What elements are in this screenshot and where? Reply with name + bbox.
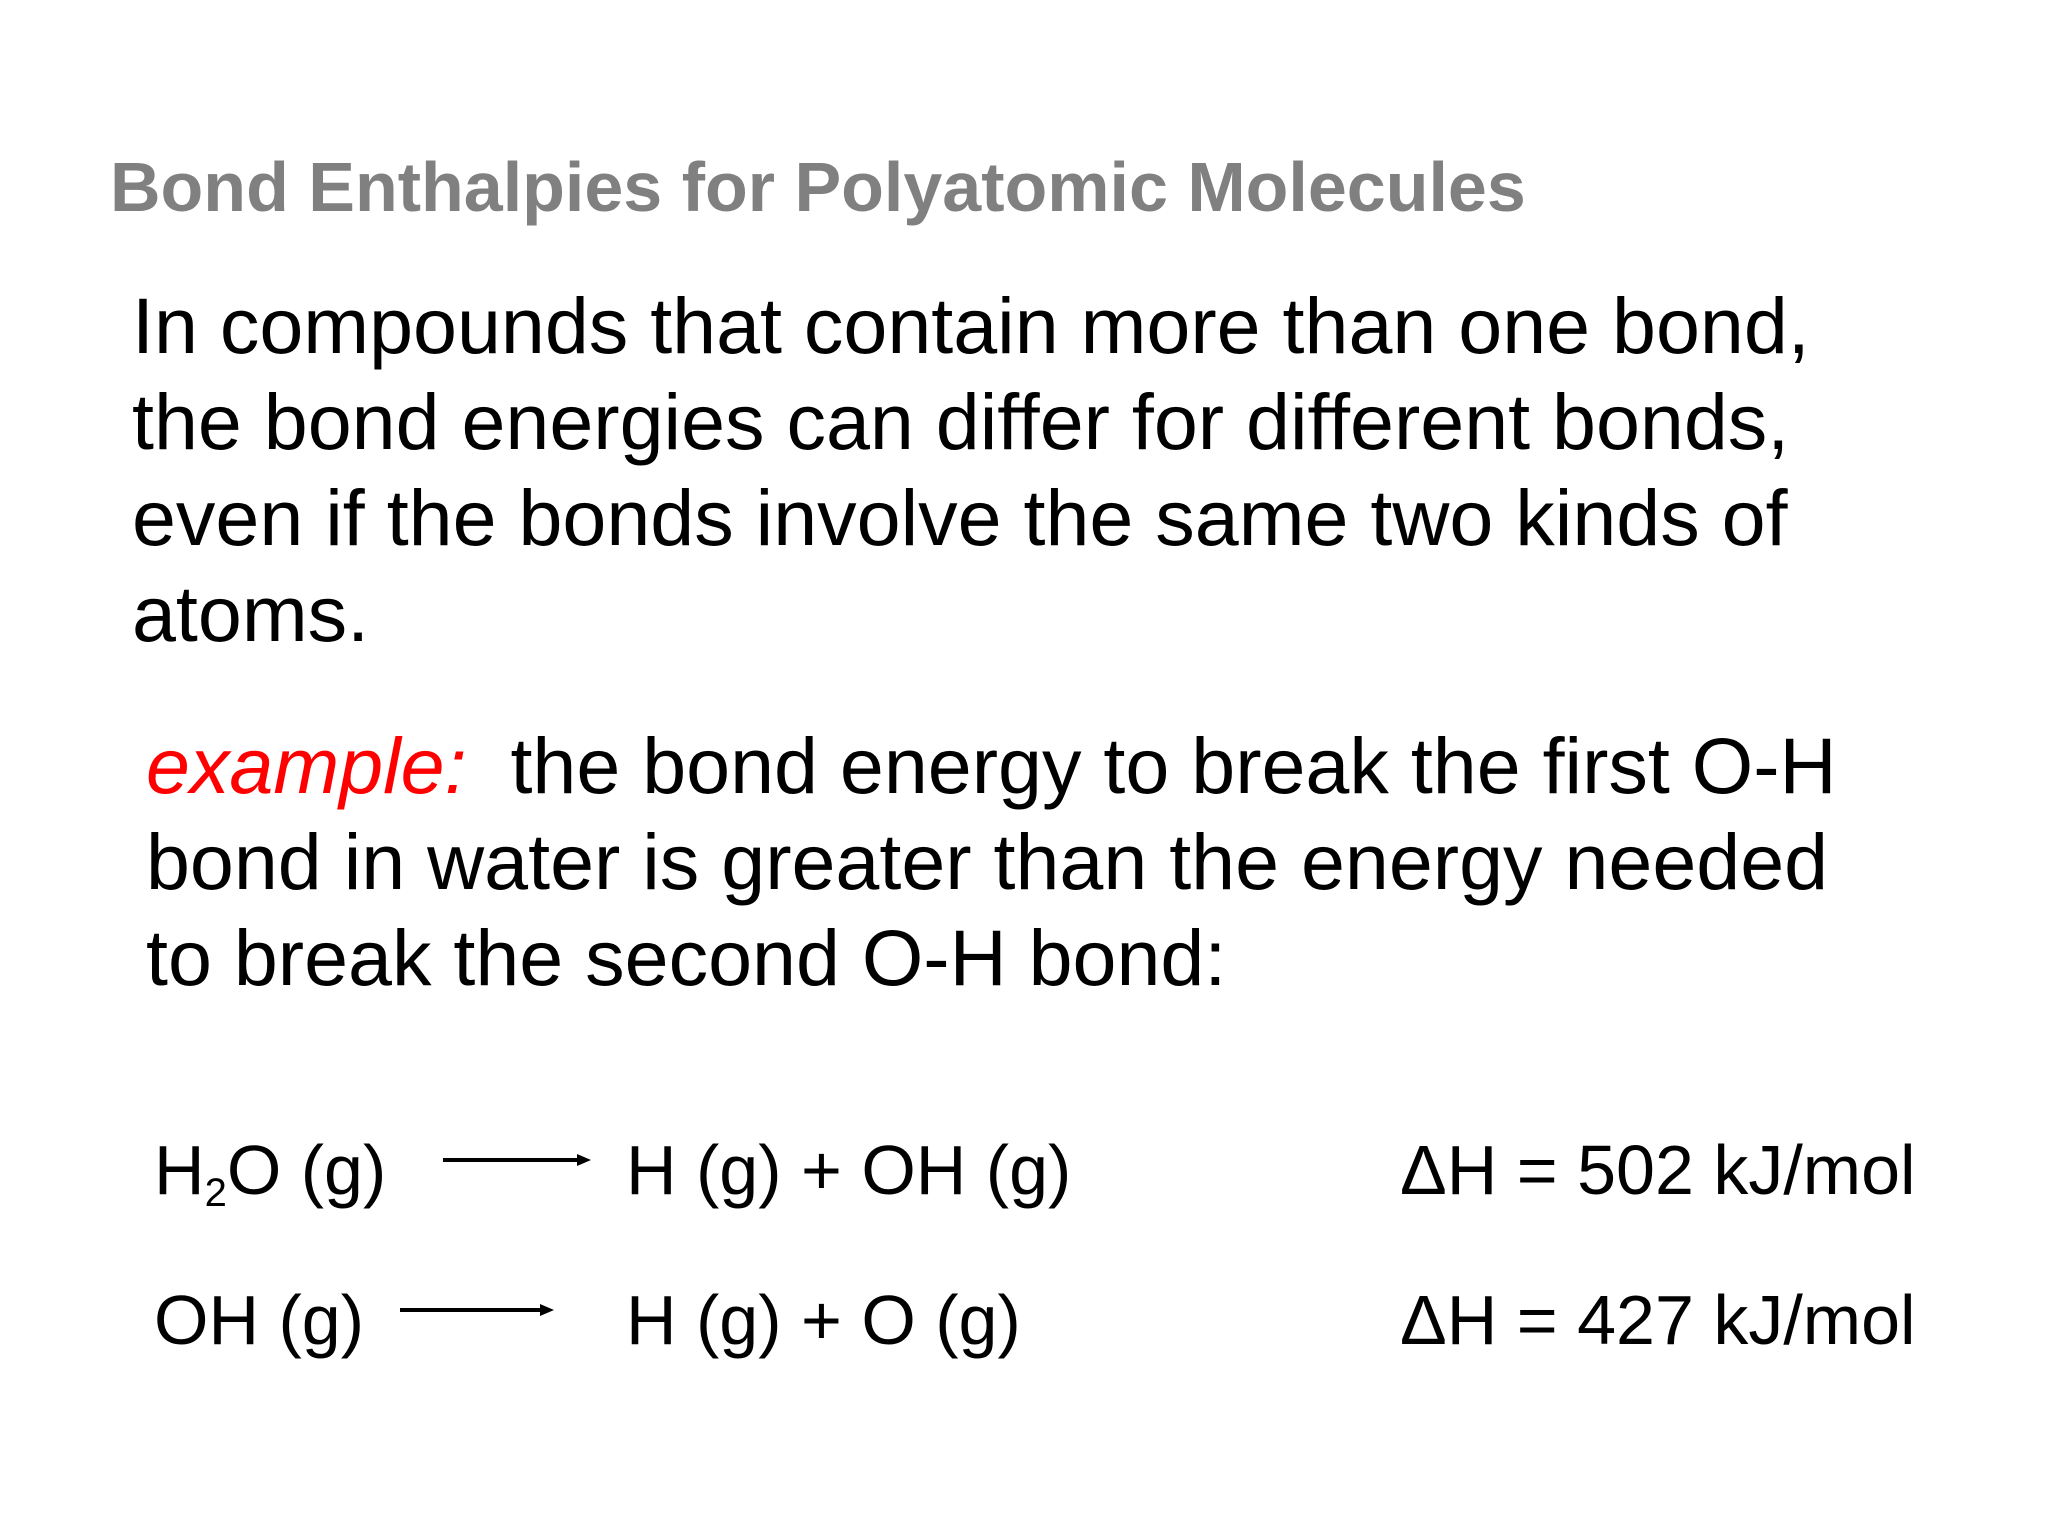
equation-1-arrow-icon	[443, 1150, 591, 1170]
intro-line-2: the bond energies can differ for different bonds,	[132, 377, 1790, 466]
example-label: example:	[146, 721, 467, 810]
example-line-1	[146, 718, 1946, 814]
intro-line-4: atoms.	[132, 569, 370, 658]
slide-title: Bond Enthalpies for Polyatomic Molecules	[110, 148, 1526, 226]
equation-1-reactant-subscript: 2	[204, 1171, 227, 1215]
intro-line-3: even if the bonds involve the same two kinds of	[132, 473, 1788, 562]
example-line-2: bond in water is greater than the energy needed	[146, 817, 1829, 906]
equation-1-reactant-rest: O (g)	[226, 1131, 387, 1209]
example-line-3: to break the second O-H bond:	[146, 913, 1227, 1002]
equation-1-reactant-h: H	[154, 1131, 205, 1209]
equation-2-products: H (g) + O (g)	[626, 1281, 1021, 1359]
equation-1-delta-h: ΔH = 502 kJ/mol	[1400, 1131, 1916, 1209]
example-line-1-text: the bond energy to break the first O-H	[466, 721, 1837, 810]
example-paragraph	[146, 718, 1946, 1006]
equation-2-arrow-icon	[400, 1300, 554, 1320]
equation-1-reactant	[154, 1131, 387, 1215]
intro-paragraph	[132, 278, 1932, 662]
intro-line-1: In compounds that contain more than one bond,	[132, 281, 1810, 370]
equation-1-products: H (g) + OH (g)	[626, 1131, 1072, 1209]
equation-2-reactant: OH (g)	[154, 1281, 364, 1359]
equation-2-delta-h: ΔH = 427 kJ/mol	[1400, 1281, 1916, 1359]
